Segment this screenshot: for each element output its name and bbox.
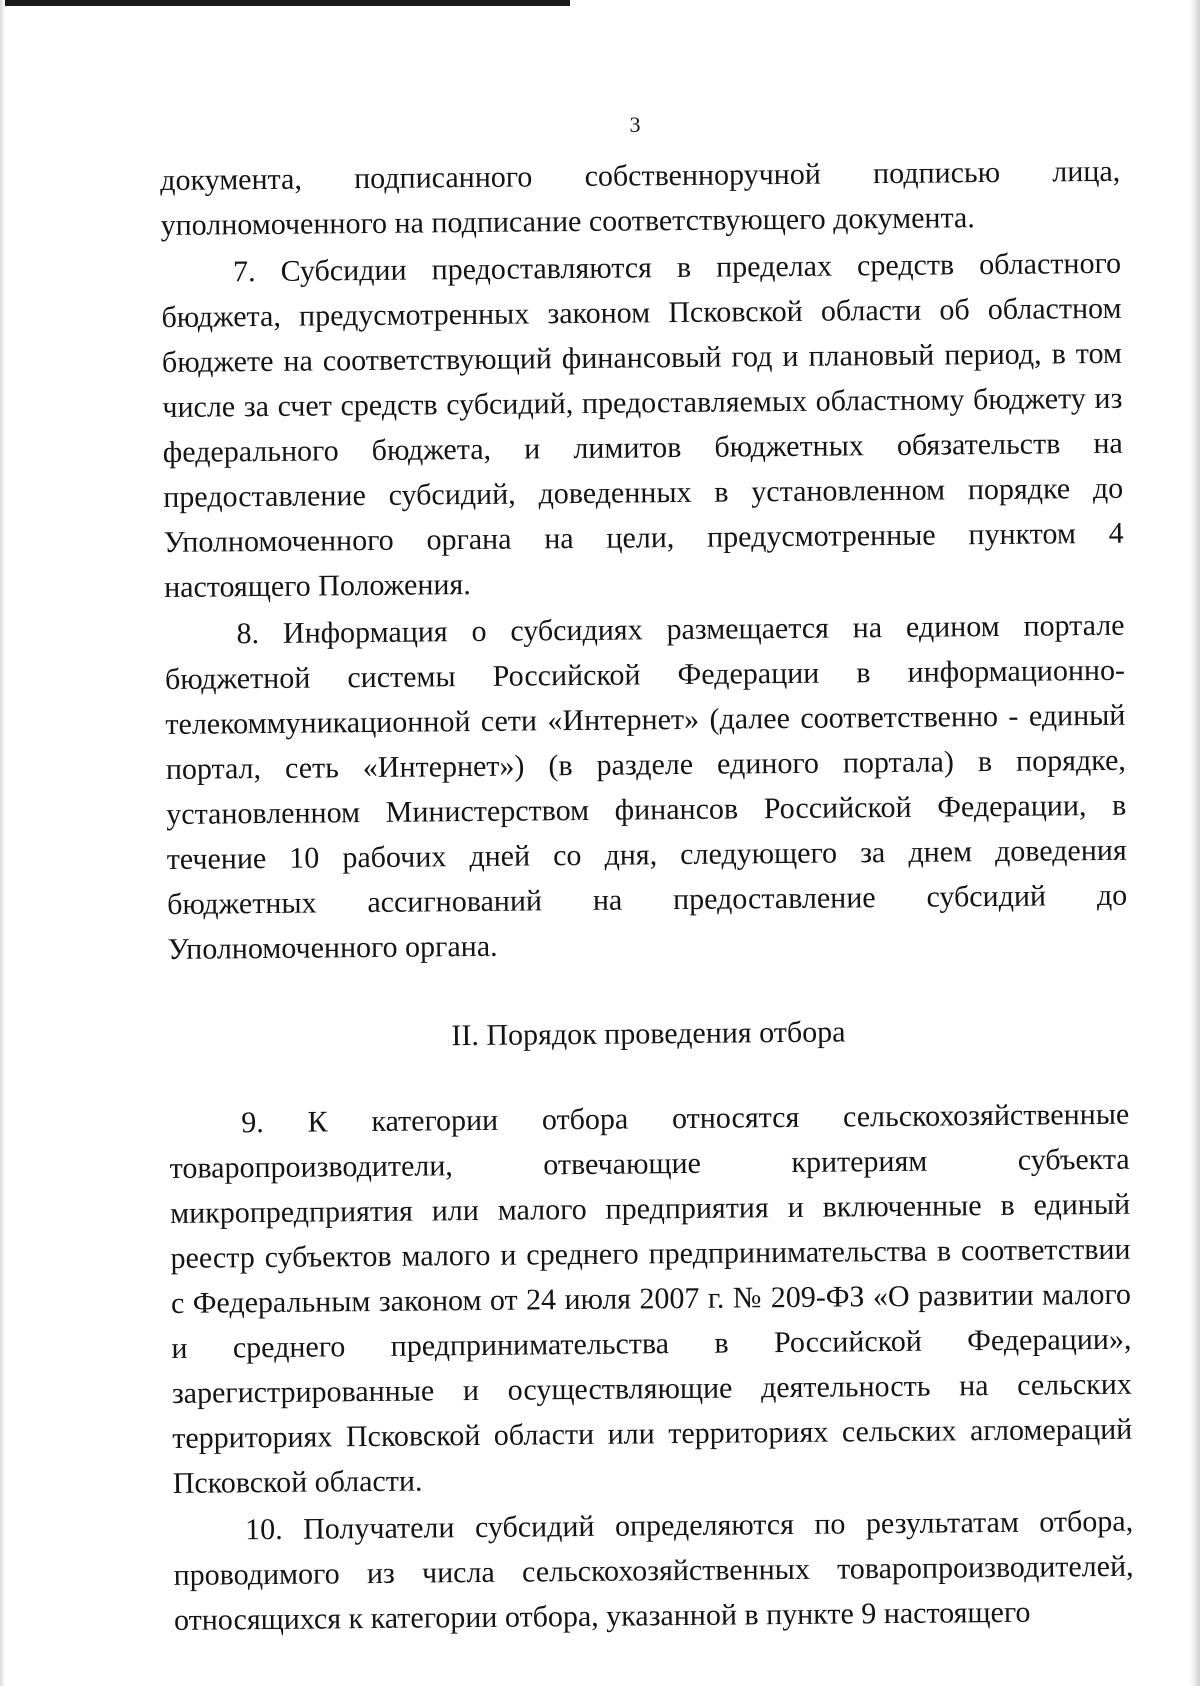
scan-border-top bbox=[0, 0, 570, 6]
scan-border-right bbox=[1188, 0, 1200, 1686]
section-heading: II. Порядок проведения отбора bbox=[451, 1015, 846, 1053]
document-body bbox=[160, 149, 1134, 1645]
paragraph-item-10: 10. Получатели субсидий определяются по результатам отбора, проводимого из числа сельскохозяйственных товаропроизводителей, относящихся к категории отбора, указанной в пункте 9 настоящего bbox=[173, 1504, 1134, 1637]
paragraph-item-9: 9. К категории отбора относятся сельскохозяйственные товаропроизводители, отвечающие критериям субъекта микропредприятия или малого предприятия и включенные в единый реестр субъектов малого и среднего предпринимательства в соответствии с Федеральным законом от 24 июля 2007 г. № 209-ФЗ «О развитии малого и среднего предпринимательства в Российской Федерации», зарегистрированные и осуществляющие деятельность на сельских территориях Псковской области или территориях сельских агломераций Псковской области. bbox=[169, 1097, 1133, 1500]
paragraph-item-8: 8. Информация о субсидиях размещается на едином портале бюджетной системы Российской Федерации в информационно-телекоммуникационной сети «Интернет» (далее соответственно - единый портал, сеть «Интернет») (в разделе единого портала) в порядке, установленном Министерством финансов Российской Федерации, в течение 10 рабочих дней со дня, следующего за днем доведения бюджетных ассигнований на предоставление субсидий до Уполномоченного органа. bbox=[164, 608, 1128, 966]
paragraph-item-7: 7. Субсидии предоставляются в пределах средств областного бюджета, предусмотренных законом Псковской области об областном бюджете на соответствующий финансовый год и плановый период, в том числе за счет средств субсидий, предоставляемых областному бюджету из федерального бюджета, и лимитов бюджетных обязательств на предоставление субсидий, доведенных в установленном порядке до Уполномоченного органа на цели, предусмотренные пунктом 4 настоящего Положения. bbox=[161, 246, 1124, 604]
scan-border-left bbox=[0, 0, 5, 1686]
page-number: 3 bbox=[629, 112, 641, 137]
paragraph-continuation: документа, подписанного собственноручной подписью лица, уполномоченного на подписание соответствующего документа. bbox=[160, 154, 1121, 242]
